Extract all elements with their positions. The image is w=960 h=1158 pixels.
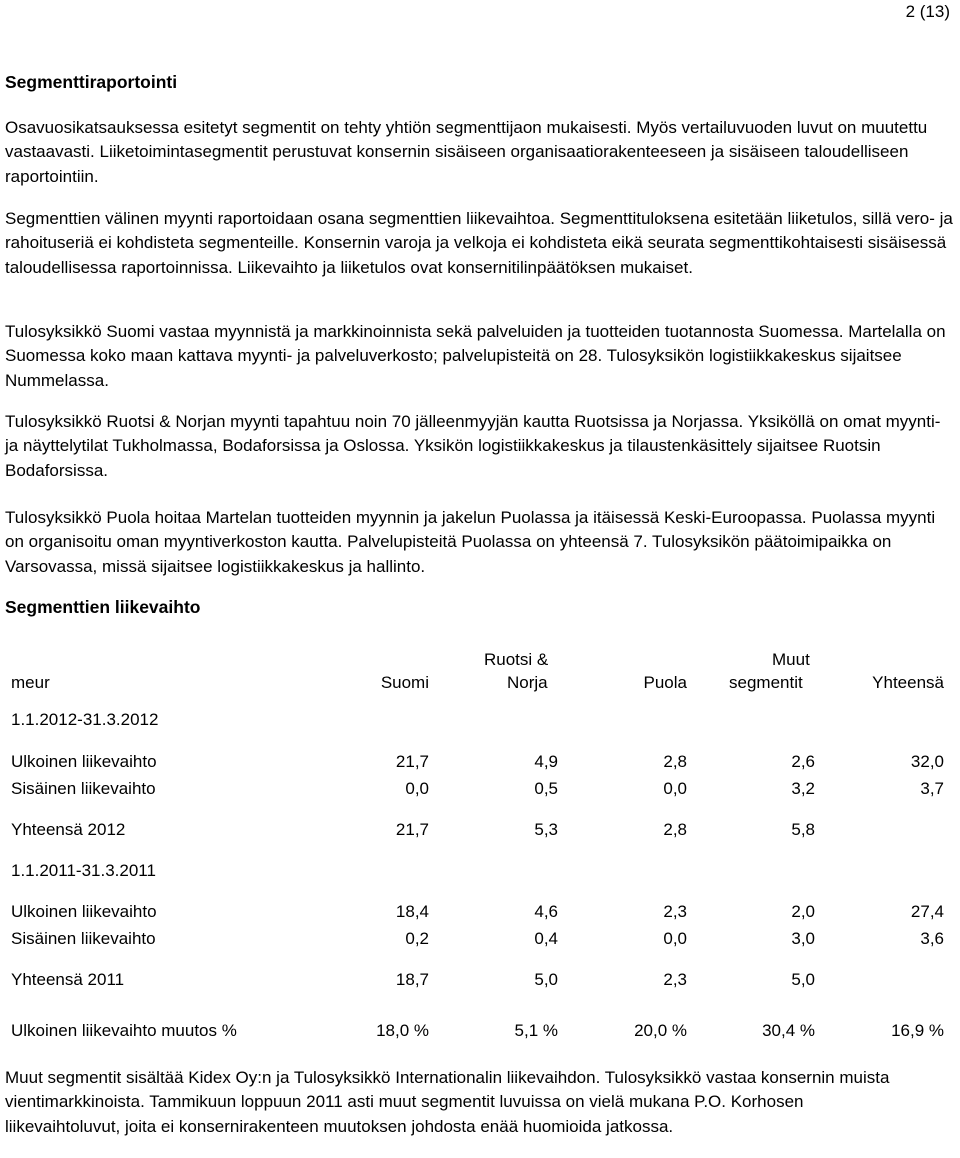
column-header-ruotsi-line1: Ruotsi & [484,650,549,669]
table-cell: 21,7 [395,752,429,771]
column-header-muut-line1: Muut [772,650,810,669]
table-cell: 3,6 [920,929,944,948]
column-header-ruotsi-line2: Norja [507,673,548,692]
period-label-2012: 1.1.2012-31.3.2012 [11,710,159,729]
table-cell: 0,4 [534,929,558,948]
paragraph-unit-sweden-norway: Tulosyksikkö Ruotsi & Norjan myynti tapahtuu noin 70 jälleenmyyjän kautta Ruotsissa ja Norjassa. Yksiköllä on omat myynti- ja näyttelytilat Tukholmassa, Bodaforsissa ja Oslossa. Yksikön logistiikkakeskus ja tilaustenkäsittely sijaitsee Ruotsin Bodaforsissa. [5,412,941,480]
table-cell: 5,1 % [514,1021,558,1040]
table-cell: 18,0 % [376,1021,429,1040]
row-label: Sisäinen liikevaihto [11,929,156,948]
table-cell: 0,0 [663,929,687,948]
row-label: Sisäinen liikevaihto [11,779,156,798]
table-cell: 30,4 % [762,1021,815,1040]
row-label: Yhteensä 2012 [11,820,126,839]
paragraph-other-segments: Muut segmentit sisältää Kidex Oy:n ja Tulosyksikkö Internationalin liikevaihdon. Tulosyksikkö vastaa konsernin muista vientimarkkinoista. Tammikuun loppuun 2011 asti muut segmentit luvuissa on vielä mukana P.O. Korhosen liikevaihtoluvut, joita ei konsernirakenteen muutoksen johdosta enää huomioida jatkossa. [5,1068,890,1136]
row-label: Yhteensä 2011 [11,970,125,989]
paragraph-unit-finland: Tulosyksikkö Suomi vastaa myynnistä ja markkinoinnista sekä palveluiden ja tuotteiden tuotannosta Suomessa. Martelalla on Suomessa koko maan kattava myynti- ja palveluverkosto; palvelupisteitä on 28. Tulosyksikön logistiikkakeskus sijaitsee Nummelassa. [5,322,946,390]
table-cell: 20,0 % [634,1021,687,1040]
column-header-yhteensa: Yhteensä [872,673,944,692]
paragraph-unit-poland: Tulosyksikkö Puola hoitaa Martelan tuotteiden myynnin ja jakelun Puolassa ja itäisessä Keski-Euroopassa. Puolassa myynti on organisoitu oman myyntiverkoston kautta. Palvelupisteitä Puolassa on yhteensä 7. Tulosyksikön päätoimipaikka on Varsovassa, missä sijaitsee logistiikkakeskus ja hallinto. [5,508,936,576]
table-cell: 0,0 [405,779,429,798]
section-heading-segment-reporting: Segmenttiraportointi [5,72,178,92]
column-header-muut-line2: segmentit [729,673,803,692]
table-cell: 5,8 [791,820,815,839]
table-cell: 2,3 [663,902,687,921]
row-label-change: Ulkoinen liikevaihto muutos % [11,1021,237,1040]
table-cell: 2,3 [663,970,687,989]
table-cell: 0,5 [534,779,558,798]
paragraph-segment-basis: Osavuosikatsauksessa esitetyt segmentit on tehty yhtiön segmenttijaon mukaisesti. Myös vertailuvuoden luvut on muutettu vastaavasti. Liiketoimintasegmentit perustuvat konsernin sisäiseen organisaatiorakenteeseen ja sisäiseen taloudelliseen raportointiin. [5,118,928,186]
column-header-meur: meur [11,673,50,692]
row-label: Ulkoinen liikevaihto [11,752,157,771]
section-heading-segment-revenue: Segmenttien liikevaihto [5,597,201,617]
row-label: Ulkoinen liikevaihto [11,902,157,921]
table-cell: 16,9 % [891,1021,944,1040]
table-cell: 21,7 [395,820,429,839]
page-number: 2 (13) [905,2,950,21]
table-cell: 0,2 [405,929,429,948]
table-cell: 5,3 [534,820,558,839]
table-cell: 2,8 [663,820,687,839]
table-cell: 32,0 [910,752,944,771]
table-cell: 2,0 [791,902,815,921]
period-label-2011: 1.1.2011-31.3.2011 [11,861,156,880]
column-header-puola: Puola [643,673,687,692]
table-cell: 3,7 [920,779,944,798]
table-cell: 4,6 [534,902,558,921]
table-cell: 18,4 [395,902,429,921]
paragraph-segment-sales: Segmenttien välinen myynti raportoidaan osana segmenttien liikevaihtoa. Segmenttituloksena esitetään liiketulos, sillä vero- ja rahoituseriä ei kohdisteta segmenteille. Konsernin varoja ja velkoja ei kohdisteta eikä seurata segmenttikohtaisesti sisäisessä taloudellisessa raportoinnissa. Liikevaihto ja liiketulos ovat konsernitilinpäätöksen mukaiset. [5,209,953,277]
table-cell: 2,6 [791,752,815,771]
table-cell: 3,2 [791,779,815,798]
table-cell: 5,0 [534,970,558,989]
table-cell: 18,7 [395,970,429,989]
column-header-suomi: Suomi [380,673,429,692]
table-cell: 4,9 [534,752,558,771]
table-cell: 0,0 [663,779,687,798]
table-cell: 3,0 [791,929,815,948]
table-cell: 5,0 [791,970,815,989]
table-cell: 2,8 [663,752,687,771]
table-cell: 27,4 [910,902,944,921]
